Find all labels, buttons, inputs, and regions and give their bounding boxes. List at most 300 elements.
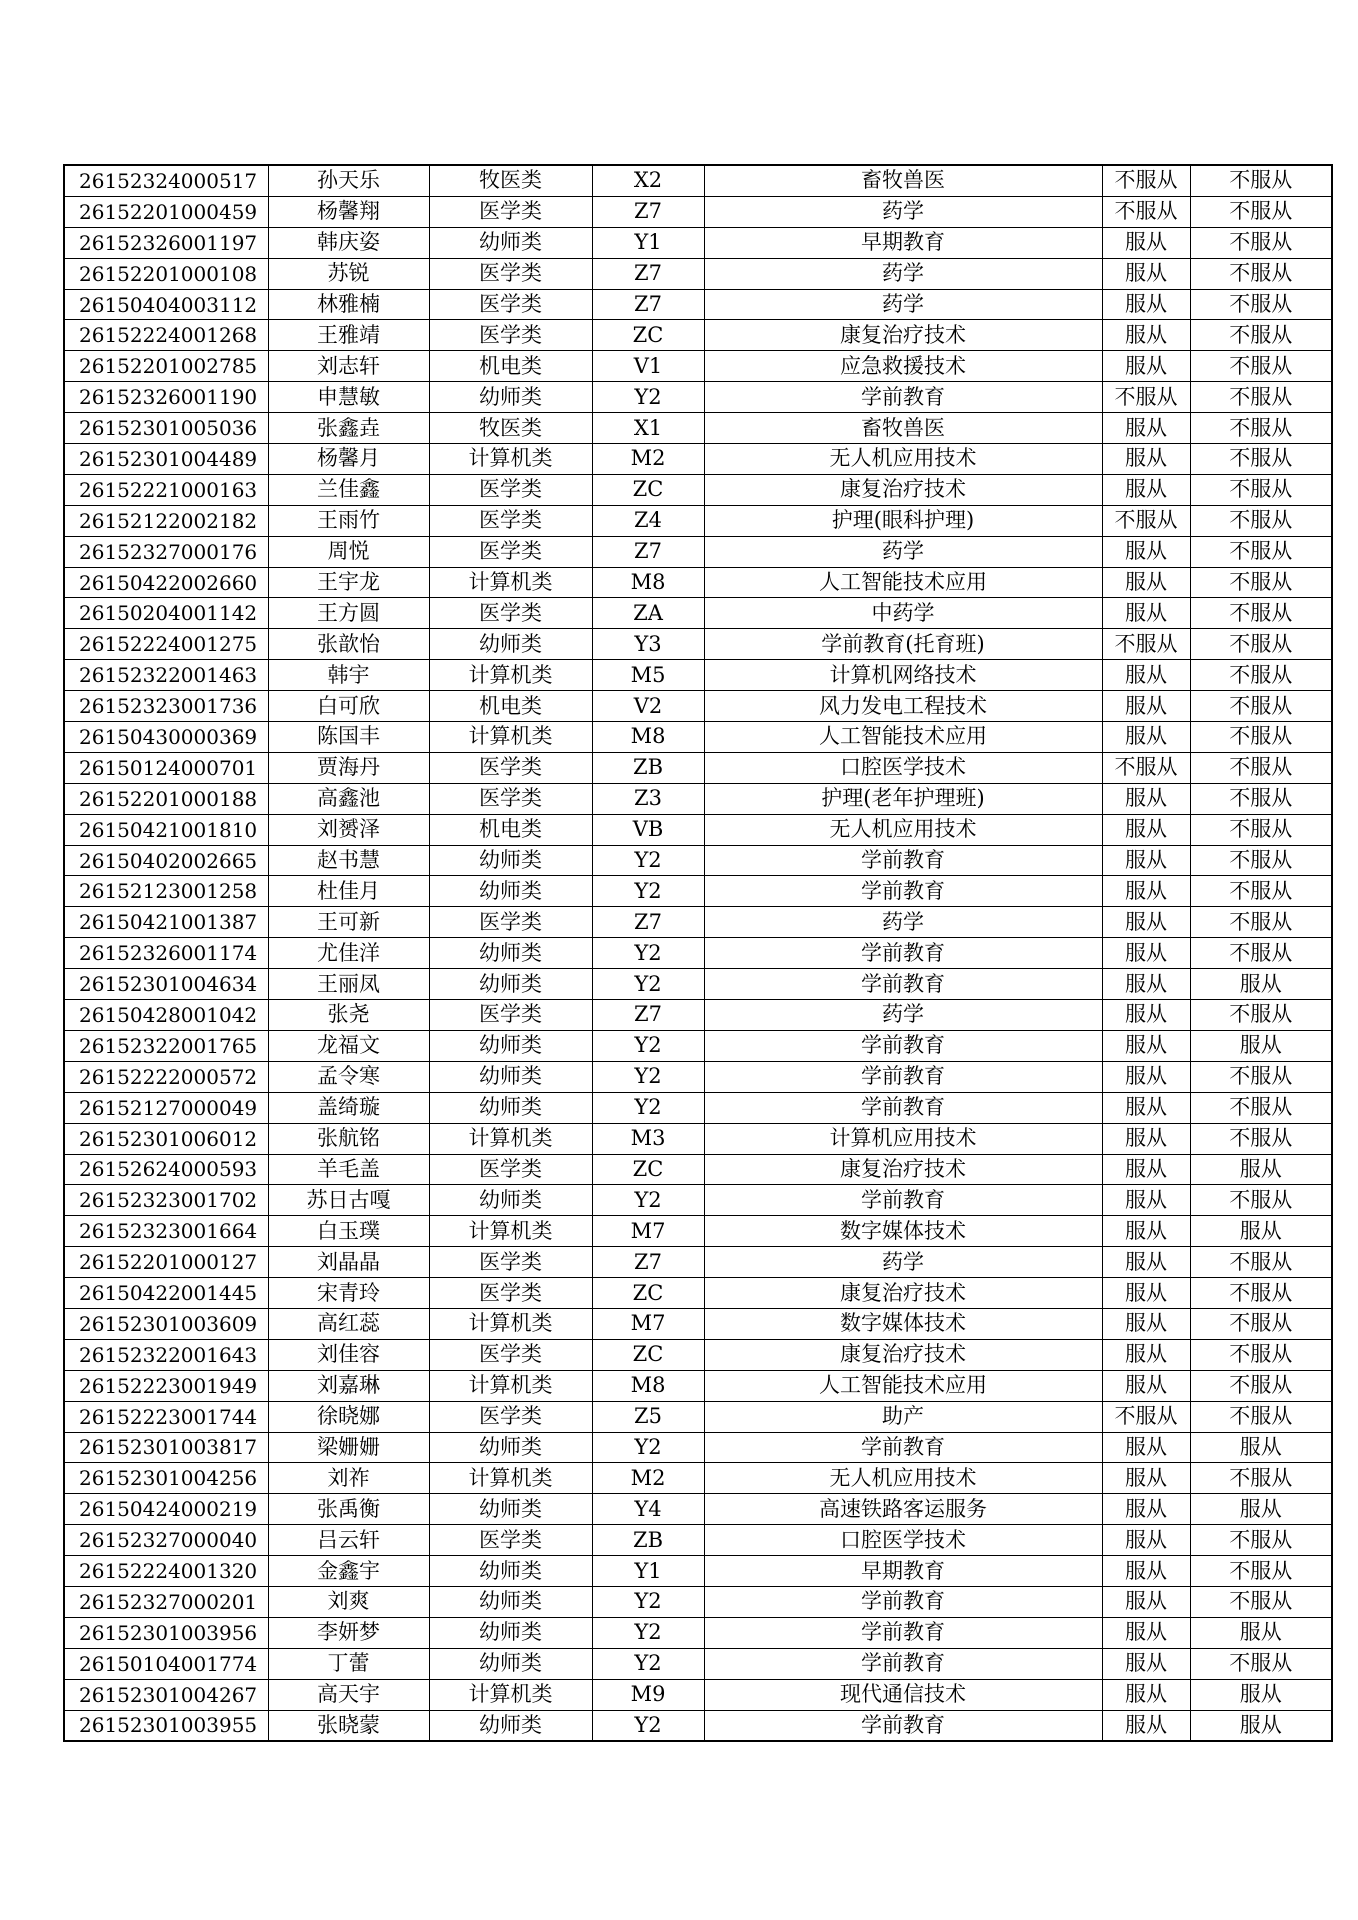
major-cell: 学前教育 bbox=[704, 845, 1102, 876]
table-row bbox=[64, 876, 1332, 907]
obey-adjust-cell: 服从 bbox=[1102, 413, 1190, 444]
category-cell: 机电类 bbox=[429, 351, 592, 382]
table-row bbox=[64, 814, 1332, 845]
category-cell: 医学类 bbox=[429, 474, 592, 505]
obey-adjust-2-cell: 不服从 bbox=[1190, 1308, 1332, 1339]
obey-adjust-2-cell: 不服从 bbox=[1190, 1556, 1332, 1587]
obey-adjust-2-cell: 不服从 bbox=[1190, 1463, 1332, 1494]
category-cell: 医学类 bbox=[429, 1401, 592, 1432]
category-cell: 医学类 bbox=[429, 289, 592, 320]
table-row bbox=[64, 1556, 1332, 1587]
exam-number-cell: 26152327000040 bbox=[64, 1525, 268, 1556]
table-body bbox=[64, 165, 1332, 1741]
exam-number-cell: 26152201000459 bbox=[64, 196, 268, 227]
name-cell: 宋青玲 bbox=[268, 1278, 429, 1309]
category-cell: 医学类 bbox=[429, 1339, 592, 1370]
table-row bbox=[64, 258, 1332, 289]
obey-adjust-cell: 服从 bbox=[1102, 1339, 1190, 1370]
category-cell: 计算机类 bbox=[429, 1679, 592, 1710]
category-cell: 计算机类 bbox=[429, 1308, 592, 1339]
exam-number-cell: 26152323001664 bbox=[64, 1216, 268, 1247]
major-cell: 学前教育 bbox=[704, 1586, 1102, 1617]
code-cell: V2 bbox=[592, 691, 704, 722]
major-cell: 助产 bbox=[704, 1401, 1102, 1432]
category-cell: 幼师类 bbox=[429, 1710, 592, 1741]
category-cell: 医学类 bbox=[429, 598, 592, 629]
obey-adjust-cell: 服从 bbox=[1102, 938, 1190, 969]
obey-adjust-2-cell: 服从 bbox=[1190, 969, 1332, 1000]
obey-adjust-cell: 服从 bbox=[1102, 320, 1190, 351]
code-cell: Y2 bbox=[592, 845, 704, 876]
name-cell: 申慧敏 bbox=[268, 382, 429, 413]
exam-number-cell: 26152327000176 bbox=[64, 536, 268, 567]
major-cell: 康复治疗技术 bbox=[704, 474, 1102, 505]
obey-adjust-2-cell: 不服从 bbox=[1190, 444, 1332, 475]
obey-adjust-cell: 服从 bbox=[1102, 1000, 1190, 1031]
code-cell: VB bbox=[592, 814, 704, 845]
exam-number-cell: 26152301004256 bbox=[64, 1463, 268, 1494]
name-cell: 韩庆姿 bbox=[268, 227, 429, 258]
obey-adjust-2-cell: 不服从 bbox=[1190, 196, 1332, 227]
table-row bbox=[64, 660, 1332, 691]
name-cell: 赵书慧 bbox=[268, 845, 429, 876]
table-row bbox=[64, 1030, 1332, 1061]
code-cell: Z7 bbox=[592, 536, 704, 567]
code-cell: X1 bbox=[592, 413, 704, 444]
major-cell: 学前教育 bbox=[704, 1432, 1102, 1463]
major-cell: 护理(眼科护理) bbox=[704, 505, 1102, 536]
name-cell: 贾海丹 bbox=[268, 752, 429, 783]
table-row bbox=[64, 783, 1332, 814]
major-cell: 药学 bbox=[704, 907, 1102, 938]
obey-adjust-cell: 服从 bbox=[1102, 1247, 1190, 1278]
category-cell: 医学类 bbox=[429, 752, 592, 783]
exam-number-cell: 26152201000127 bbox=[64, 1247, 268, 1278]
exam-number-cell: 26152223001744 bbox=[64, 1401, 268, 1432]
exam-number-cell: 26150421001387 bbox=[64, 907, 268, 938]
code-cell: Z7 bbox=[592, 1000, 704, 1031]
table-row bbox=[64, 1401, 1332, 1432]
major-cell: 风力发电工程技术 bbox=[704, 691, 1102, 722]
code-cell: ZB bbox=[592, 1525, 704, 1556]
obey-adjust-2-cell: 不服从 bbox=[1190, 227, 1332, 258]
table-row bbox=[64, 1432, 1332, 1463]
exam-number-cell: 26152624000593 bbox=[64, 1154, 268, 1185]
code-cell: Y4 bbox=[592, 1494, 704, 1525]
code-cell: ZC bbox=[592, 1339, 704, 1370]
obey-adjust-2-cell: 不服从 bbox=[1190, 1648, 1332, 1679]
obey-adjust-2-cell: 不服从 bbox=[1190, 1061, 1332, 1092]
major-cell: 学前教育 bbox=[704, 1061, 1102, 1092]
exam-number-cell: 26152201000108 bbox=[64, 258, 268, 289]
major-cell: 康复治疗技术 bbox=[704, 1278, 1102, 1309]
name-cell: 张歆怡 bbox=[268, 629, 429, 660]
category-cell: 牧医类 bbox=[429, 165, 592, 196]
obey-adjust-2-cell: 不服从 bbox=[1190, 1185, 1332, 1216]
obey-adjust-2-cell: 不服从 bbox=[1190, 351, 1332, 382]
exam-number-cell: 26150424000219 bbox=[64, 1494, 268, 1525]
code-cell: Y2 bbox=[592, 1185, 704, 1216]
obey-adjust-cell: 服从 bbox=[1102, 258, 1190, 289]
obey-adjust-2-cell: 不服从 bbox=[1190, 289, 1332, 320]
exam-number-cell: 26152323001736 bbox=[64, 691, 268, 722]
code-cell: Z7 bbox=[592, 1247, 704, 1278]
category-cell: 幼师类 bbox=[429, 969, 592, 1000]
obey-adjust-cell: 服从 bbox=[1102, 227, 1190, 258]
table-row bbox=[64, 722, 1332, 753]
code-cell: M2 bbox=[592, 1463, 704, 1494]
name-cell: 羊毛盖 bbox=[268, 1154, 429, 1185]
code-cell: Y1 bbox=[592, 227, 704, 258]
name-cell: 林雅楠 bbox=[268, 289, 429, 320]
obey-adjust-2-cell: 不服从 bbox=[1190, 567, 1332, 598]
obey-adjust-2-cell: 不服从 bbox=[1190, 907, 1332, 938]
code-cell: M7 bbox=[592, 1216, 704, 1247]
obey-adjust-cell: 服从 bbox=[1102, 567, 1190, 598]
obey-adjust-2-cell: 不服从 bbox=[1190, 722, 1332, 753]
exam-number-cell: 26152201000188 bbox=[64, 783, 268, 814]
category-cell: 幼师类 bbox=[429, 1586, 592, 1617]
table-row bbox=[64, 505, 1332, 536]
major-cell: 学前教育(托育班) bbox=[704, 629, 1102, 660]
obey-adjust-2-cell: 不服从 bbox=[1190, 1401, 1332, 1432]
name-cell: 刘祚 bbox=[268, 1463, 429, 1494]
obey-adjust-cell: 服从 bbox=[1102, 1030, 1190, 1061]
table-row bbox=[64, 1247, 1332, 1278]
obey-adjust-2-cell: 不服从 bbox=[1190, 876, 1332, 907]
table-row bbox=[64, 1679, 1332, 1710]
major-cell: 无人机应用技术 bbox=[704, 1463, 1102, 1494]
major-cell: 药学 bbox=[704, 1000, 1102, 1031]
name-cell: 刘晶晶 bbox=[268, 1247, 429, 1278]
obey-adjust-cell: 服从 bbox=[1102, 969, 1190, 1000]
major-cell: 高速铁路客运服务 bbox=[704, 1494, 1102, 1525]
admission-table bbox=[63, 164, 1333, 1742]
table-row bbox=[64, 1092, 1332, 1123]
name-cell: 杨馨月 bbox=[268, 444, 429, 475]
name-cell: 刘嘉琳 bbox=[268, 1370, 429, 1401]
major-cell: 数字媒体技术 bbox=[704, 1308, 1102, 1339]
category-cell: 医学类 bbox=[429, 907, 592, 938]
code-cell: Y2 bbox=[592, 1617, 704, 1648]
code-cell: V1 bbox=[592, 351, 704, 382]
obey-adjust-2-cell: 不服从 bbox=[1190, 1370, 1332, 1401]
major-cell: 无人机应用技术 bbox=[704, 444, 1102, 475]
obey-adjust-cell: 服从 bbox=[1102, 1216, 1190, 1247]
category-cell: 计算机类 bbox=[429, 1216, 592, 1247]
code-cell: M5 bbox=[592, 660, 704, 691]
obey-adjust-cell: 服从 bbox=[1102, 1463, 1190, 1494]
code-cell: X2 bbox=[592, 165, 704, 196]
exam-number-cell: 26152224001268 bbox=[64, 320, 268, 351]
name-cell: 白可欣 bbox=[268, 691, 429, 722]
exam-number-cell: 26150422002660 bbox=[64, 567, 268, 598]
table-row bbox=[64, 969, 1332, 1000]
obey-adjust-2-cell: 不服从 bbox=[1190, 691, 1332, 722]
name-cell: 王方圆 bbox=[268, 598, 429, 629]
obey-adjust-cell: 服从 bbox=[1102, 814, 1190, 845]
obey-adjust-2-cell: 服从 bbox=[1190, 1617, 1332, 1648]
obey-adjust-cell: 服从 bbox=[1102, 1586, 1190, 1617]
table-row bbox=[64, 1000, 1332, 1031]
obey-adjust-cell: 服从 bbox=[1102, 536, 1190, 567]
table-row bbox=[64, 1648, 1332, 1679]
code-cell: Y1 bbox=[592, 1556, 704, 1587]
name-cell: 周悦 bbox=[268, 536, 429, 567]
name-cell: 陈国丰 bbox=[268, 722, 429, 753]
obey-adjust-2-cell: 不服从 bbox=[1190, 1247, 1332, 1278]
table-row bbox=[64, 196, 1332, 227]
exam-number-cell: 26150402002665 bbox=[64, 845, 268, 876]
category-cell: 幼师类 bbox=[429, 845, 592, 876]
obey-adjust-cell: 不服从 bbox=[1102, 505, 1190, 536]
category-cell: 医学类 bbox=[429, 1525, 592, 1556]
code-cell: Z7 bbox=[592, 258, 704, 289]
table-row bbox=[64, 1123, 1332, 1154]
major-cell: 早期教育 bbox=[704, 227, 1102, 258]
obey-adjust-2-cell: 不服从 bbox=[1190, 629, 1332, 660]
code-cell: M9 bbox=[592, 1679, 704, 1710]
name-cell: 王宇龙 bbox=[268, 567, 429, 598]
code-cell: ZA bbox=[592, 598, 704, 629]
table-row bbox=[64, 1154, 1332, 1185]
obey-adjust-cell: 服从 bbox=[1102, 1525, 1190, 1556]
name-cell: 张鑫垚 bbox=[268, 413, 429, 444]
code-cell: Y2 bbox=[592, 1432, 704, 1463]
major-cell: 学前教育 bbox=[704, 1710, 1102, 1741]
name-cell: 高红蕊 bbox=[268, 1308, 429, 1339]
obey-adjust-2-cell: 不服从 bbox=[1190, 1278, 1332, 1309]
obey-adjust-cell: 不服从 bbox=[1102, 629, 1190, 660]
obey-adjust-cell: 服从 bbox=[1102, 474, 1190, 505]
name-cell: 苏锐 bbox=[268, 258, 429, 289]
category-cell: 幼师类 bbox=[429, 1185, 592, 1216]
obey-adjust-cell: 服从 bbox=[1102, 1092, 1190, 1123]
obey-adjust-2-cell: 不服从 bbox=[1190, 258, 1332, 289]
major-cell: 计算机应用技术 bbox=[704, 1123, 1102, 1154]
obey-adjust-2-cell: 服从 bbox=[1190, 1154, 1332, 1185]
category-cell: 幼师类 bbox=[429, 1030, 592, 1061]
obey-adjust-2-cell: 服从 bbox=[1190, 1710, 1332, 1741]
obey-adjust-2-cell: 不服从 bbox=[1190, 382, 1332, 413]
exam-number-cell: 26150124000701 bbox=[64, 752, 268, 783]
code-cell: Y2 bbox=[592, 1030, 704, 1061]
name-cell: 王雨竹 bbox=[268, 505, 429, 536]
exam-number-cell: 26152127000049 bbox=[64, 1092, 268, 1123]
name-cell: 尤佳洋 bbox=[268, 938, 429, 969]
name-cell: 张尧 bbox=[268, 1000, 429, 1031]
name-cell: 龙福文 bbox=[268, 1030, 429, 1061]
major-cell: 学前教育 bbox=[704, 938, 1102, 969]
code-cell: M8 bbox=[592, 1370, 704, 1401]
category-cell: 幼师类 bbox=[429, 629, 592, 660]
name-cell: 刘佳容 bbox=[268, 1339, 429, 1370]
exam-number-cell: 26152224001320 bbox=[64, 1556, 268, 1587]
major-cell: 应急救援技术 bbox=[704, 351, 1102, 382]
obey-adjust-cell: 服从 bbox=[1102, 1432, 1190, 1463]
name-cell: 徐晓娜 bbox=[268, 1401, 429, 1432]
category-cell: 幼师类 bbox=[429, 1648, 592, 1679]
name-cell: 王可新 bbox=[268, 907, 429, 938]
category-cell: 医学类 bbox=[429, 1278, 592, 1309]
exam-number-cell: 26152301003956 bbox=[64, 1617, 268, 1648]
table-row bbox=[64, 320, 1332, 351]
obey-adjust-cell: 服从 bbox=[1102, 1370, 1190, 1401]
major-cell: 药学 bbox=[704, 536, 1102, 567]
obey-adjust-cell: 服从 bbox=[1102, 444, 1190, 475]
exam-number-cell: 26152301004267 bbox=[64, 1679, 268, 1710]
exam-number-cell: 26150422001445 bbox=[64, 1278, 268, 1309]
obey-adjust-cell: 服从 bbox=[1102, 1494, 1190, 1525]
obey-adjust-cell: 服从 bbox=[1102, 845, 1190, 876]
exam-number-cell: 26152122002182 bbox=[64, 505, 268, 536]
category-cell: 计算机类 bbox=[429, 660, 592, 691]
table-row bbox=[64, 907, 1332, 938]
obey-adjust-cell: 服从 bbox=[1102, 1556, 1190, 1587]
name-cell: 盖绮璇 bbox=[268, 1092, 429, 1123]
table-row bbox=[64, 752, 1332, 783]
code-cell: Y2 bbox=[592, 876, 704, 907]
name-cell: 孟令寒 bbox=[268, 1061, 429, 1092]
major-cell: 早期教育 bbox=[704, 1556, 1102, 1587]
major-cell: 学前教育 bbox=[704, 1185, 1102, 1216]
major-cell: 康复治疗技术 bbox=[704, 320, 1102, 351]
obey-adjust-cell: 不服从 bbox=[1102, 382, 1190, 413]
table-row bbox=[64, 1278, 1332, 1309]
category-cell: 计算机类 bbox=[429, 567, 592, 598]
major-cell: 人工智能技术应用 bbox=[704, 722, 1102, 753]
table-row bbox=[64, 598, 1332, 629]
obey-adjust-cell: 服从 bbox=[1102, 1278, 1190, 1309]
exam-number-cell: 26152324000517 bbox=[64, 165, 268, 196]
table-row bbox=[64, 1494, 1332, 1525]
exam-number-cell: 26150428001042 bbox=[64, 1000, 268, 1031]
table-row bbox=[64, 1586, 1332, 1617]
category-cell: 幼师类 bbox=[429, 1092, 592, 1123]
obey-adjust-cell: 服从 bbox=[1102, 1154, 1190, 1185]
name-cell: 白玉璞 bbox=[268, 1216, 429, 1247]
exam-number-cell: 26150421001810 bbox=[64, 814, 268, 845]
major-cell: 现代通信技术 bbox=[704, 1679, 1102, 1710]
code-cell: ZC bbox=[592, 1278, 704, 1309]
obey-adjust-2-cell: 不服从 bbox=[1190, 1092, 1332, 1123]
obey-adjust-2-cell: 服从 bbox=[1190, 1679, 1332, 1710]
obey-adjust-2-cell: 不服从 bbox=[1190, 938, 1332, 969]
name-cell: 梁姗姗 bbox=[268, 1432, 429, 1463]
exam-number-cell: 26152322001765 bbox=[64, 1030, 268, 1061]
obey-adjust-2-cell: 不服从 bbox=[1190, 752, 1332, 783]
exam-number-cell: 26152301003609 bbox=[64, 1308, 268, 1339]
exam-number-cell: 26152323001702 bbox=[64, 1185, 268, 1216]
category-cell: 幼师类 bbox=[429, 1432, 592, 1463]
code-cell: Y3 bbox=[592, 629, 704, 660]
major-cell: 畜牧兽医 bbox=[704, 413, 1102, 444]
major-cell: 人工智能技术应用 bbox=[704, 1370, 1102, 1401]
obey-adjust-2-cell: 服从 bbox=[1190, 1432, 1332, 1463]
exam-number-cell: 26152327000201 bbox=[64, 1586, 268, 1617]
obey-adjust-2-cell: 不服从 bbox=[1190, 165, 1332, 196]
obey-adjust-2-cell: 不服从 bbox=[1190, 814, 1332, 845]
major-cell: 药学 bbox=[704, 289, 1102, 320]
major-cell: 康复治疗技术 bbox=[704, 1154, 1102, 1185]
table-row bbox=[64, 382, 1332, 413]
code-cell: M8 bbox=[592, 722, 704, 753]
obey-adjust-cell: 服从 bbox=[1102, 598, 1190, 629]
name-cell: 高天宇 bbox=[268, 1679, 429, 1710]
major-cell: 计算机网络技术 bbox=[704, 660, 1102, 691]
obey-adjust-2-cell: 不服从 bbox=[1190, 474, 1332, 505]
obey-adjust-2-cell: 不服从 bbox=[1190, 505, 1332, 536]
obey-adjust-cell: 服从 bbox=[1102, 722, 1190, 753]
name-cell: 李妍梦 bbox=[268, 1617, 429, 1648]
table-row bbox=[64, 289, 1332, 320]
obey-adjust-2-cell: 不服从 bbox=[1190, 1123, 1332, 1154]
exam-number-cell: 26150204001142 bbox=[64, 598, 268, 629]
obey-adjust-cell: 服从 bbox=[1102, 660, 1190, 691]
category-cell: 幼师类 bbox=[429, 1494, 592, 1525]
code-cell: Y2 bbox=[592, 382, 704, 413]
exam-number-cell: 26150104001774 bbox=[64, 1648, 268, 1679]
obey-adjust-2-cell: 不服从 bbox=[1190, 783, 1332, 814]
exam-number-cell: 26152301003817 bbox=[64, 1432, 268, 1463]
table-row bbox=[64, 351, 1332, 382]
code-cell: ZC bbox=[592, 474, 704, 505]
category-cell: 医学类 bbox=[429, 536, 592, 567]
obey-adjust-2-cell: 不服从 bbox=[1190, 1586, 1332, 1617]
name-cell: 王丽凤 bbox=[268, 969, 429, 1000]
table-row bbox=[64, 938, 1332, 969]
name-cell: 兰佳鑫 bbox=[268, 474, 429, 505]
obey-adjust-cell: 服从 bbox=[1102, 1123, 1190, 1154]
name-cell: 王雅靖 bbox=[268, 320, 429, 351]
code-cell: Y2 bbox=[592, 1648, 704, 1679]
obey-adjust-2-cell: 不服从 bbox=[1190, 1000, 1332, 1031]
table-row bbox=[64, 444, 1332, 475]
code-cell: Y2 bbox=[592, 1061, 704, 1092]
name-cell: 杨馨翔 bbox=[268, 196, 429, 227]
name-cell: 丁蕾 bbox=[268, 1648, 429, 1679]
major-cell: 学前教育 bbox=[704, 382, 1102, 413]
category-cell: 牧医类 bbox=[429, 413, 592, 444]
name-cell: 孙天乐 bbox=[268, 165, 429, 196]
exam-number-cell: 26152326001174 bbox=[64, 938, 268, 969]
major-cell: 康复治疗技术 bbox=[704, 1339, 1102, 1370]
table-row bbox=[64, 1463, 1332, 1494]
code-cell: ZC bbox=[592, 320, 704, 351]
code-cell: ZB bbox=[592, 752, 704, 783]
obey-adjust-2-cell: 不服从 bbox=[1190, 845, 1332, 876]
category-cell: 医学类 bbox=[429, 1154, 592, 1185]
exam-number-cell: 26150430000369 bbox=[64, 722, 268, 753]
obey-adjust-2-cell: 不服从 bbox=[1190, 1525, 1332, 1556]
code-cell: Y2 bbox=[592, 1586, 704, 1617]
exam-number-cell: 26152326001190 bbox=[64, 382, 268, 413]
table-row bbox=[64, 1525, 1332, 1556]
major-cell: 护理(老年护理班) bbox=[704, 783, 1102, 814]
obey-adjust-cell: 服从 bbox=[1102, 1308, 1190, 1339]
code-cell: Y2 bbox=[592, 969, 704, 1000]
obey-adjust-2-cell: 不服从 bbox=[1190, 320, 1332, 351]
category-cell: 机电类 bbox=[429, 691, 592, 722]
major-cell: 口腔医学技术 bbox=[704, 1525, 1102, 1556]
exam-number-cell: 26152221000163 bbox=[64, 474, 268, 505]
name-cell: 刘爽 bbox=[268, 1586, 429, 1617]
category-cell: 医学类 bbox=[429, 1000, 592, 1031]
obey-adjust-cell: 服从 bbox=[1102, 351, 1190, 382]
code-cell: Z4 bbox=[592, 505, 704, 536]
obey-adjust-2-cell: 不服从 bbox=[1190, 1339, 1332, 1370]
table-row bbox=[64, 1710, 1332, 1741]
